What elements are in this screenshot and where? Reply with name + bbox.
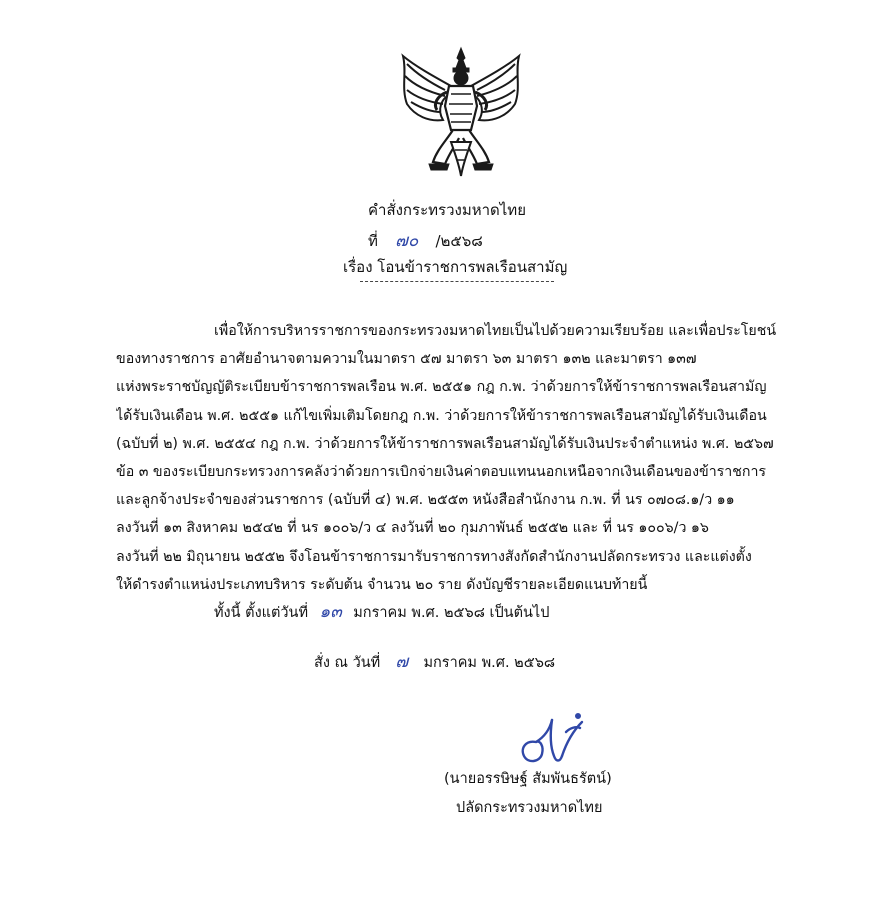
ordered-date-line: [314, 648, 555, 675]
effective-suffix: มกราคม พ.ศ. ๒๕๖๘ เป็นต้นไป: [353, 605, 550, 621]
ordered-prefix: สั่ง ณ วันที่: [314, 655, 381, 671]
ordered-day-handwritten: ๗: [395, 652, 409, 672]
order-number-line: [368, 227, 483, 254]
order-number-suffix: /๒๕๖๘: [435, 232, 483, 250]
effective-prefix: ทั้งนี้ ตั้งแต่วันที่: [214, 605, 309, 621]
body-line: ลงวันที่ ๒๒ มิถุนายน ๒๕๕๒ จึงโอนข้าราชการมารับราชการทางสังกัดสำนักงานปลัดกระทรวง และแต่งตั้ง: [116, 548, 752, 565]
body-line: เพื่อให้การบริหารราชการของกระทรวงมหาดไทยเป็นไปด้วยความเรียบร้อย และเพื่อประโยชน์: [214, 323, 777, 339]
order-subject: เรื่อง โอนข้าราชการพลเรือนสามัญ: [343, 258, 568, 276]
ordered-suffix: มกราคม พ.ศ. ๒๕๖๘: [423, 655, 556, 671]
effective-date-line: [214, 598, 549, 625]
body-line: ลงวันที่ ๑๓ สิงหาคม ๒๕๔๒ ที่ นร ๑๐๐๖/ว ๔ ลงวันที่ ๒๐ กุมภาพันธ์ ๒๕๕๒ และ ที่ นร ๑๐๐๖/ว ๑๖: [116, 520, 709, 537]
body-line: แห่งพระราชบัญญัติระเบียบข้าราชการพลเรือน พ.ศ. ๒๕๕๑ กฎ ก.พ. ว่าด้วยการให้ข้าราชการพลเรือนสามัญ: [116, 379, 767, 396]
order-number-prefix: ที่: [368, 232, 378, 250]
order-number-handwritten: ๗๐: [395, 231, 419, 251]
body-line: ให้ดำรงตำแหน่งประเภทบริหาร ระดับต้น จำนวน ๒๐ ราย ดังบัญชีรายละเอียดแนบท้ายนี้: [116, 576, 648, 593]
order-title: คำสั่งกระทรวงมหาดไทย: [368, 201, 526, 219]
signer-name: (นายอรรษิษฐ์ สัมพันธรัตน์): [444, 771, 612, 787]
garuda-emblem-icon: [393, 46, 529, 182]
body-line: ข้อ ๓ ของระเบียบกระทรวงการคลังว่าด้วยการเบิกจ่ายเงินค่าตอบแทนนอกเหนือจากเงินเดือนของข้าราชการ: [116, 463, 767, 480]
body-line: (ฉบับที่ ๒) พ.ศ. ๒๕๕๔ กฎ ก.พ. ว่าด้วยการให้ข้าราชการพลเรือนสามัญได้รับเงินประจำตำแหน่ง พ.ศ. ๒๕๖๗: [116, 435, 774, 452]
subject-divider: [360, 281, 554, 282]
body-line: ได้รับเงินเดือน พ.ศ. ๒๕๕๑ แก้ไขเพิ่มเติมโดยกฎ ก.พ. ว่าด้วยการให้ข้าราชการพลเรือนสามัญได้รับเงินเดือน: [116, 407, 767, 424]
order-body: [116, 317, 822, 599]
effective-day-handwritten: ๑๓: [319, 602, 342, 622]
handwritten-signature: [506, 710, 590, 772]
signer-position: ปลัดกระทรวงมหาดไทย: [456, 800, 603, 816]
body-line: ของทางราชการ อาศัยอำนาจตามความในมาตรา ๕๗ มาตรา ๖๓ มาตรา ๑๓๒ และมาตรา ๑๓๗: [116, 351, 697, 368]
body-line: และลูกจ้างประจำของส่วนราชการ (ฉบับที่ ๔) พ.ศ. ๒๕๕๓ หนังสือสำนักงาน ก.พ. ที่ นร ๐๗๐๘.๑/ว ๑๑: [116, 492, 735, 509]
